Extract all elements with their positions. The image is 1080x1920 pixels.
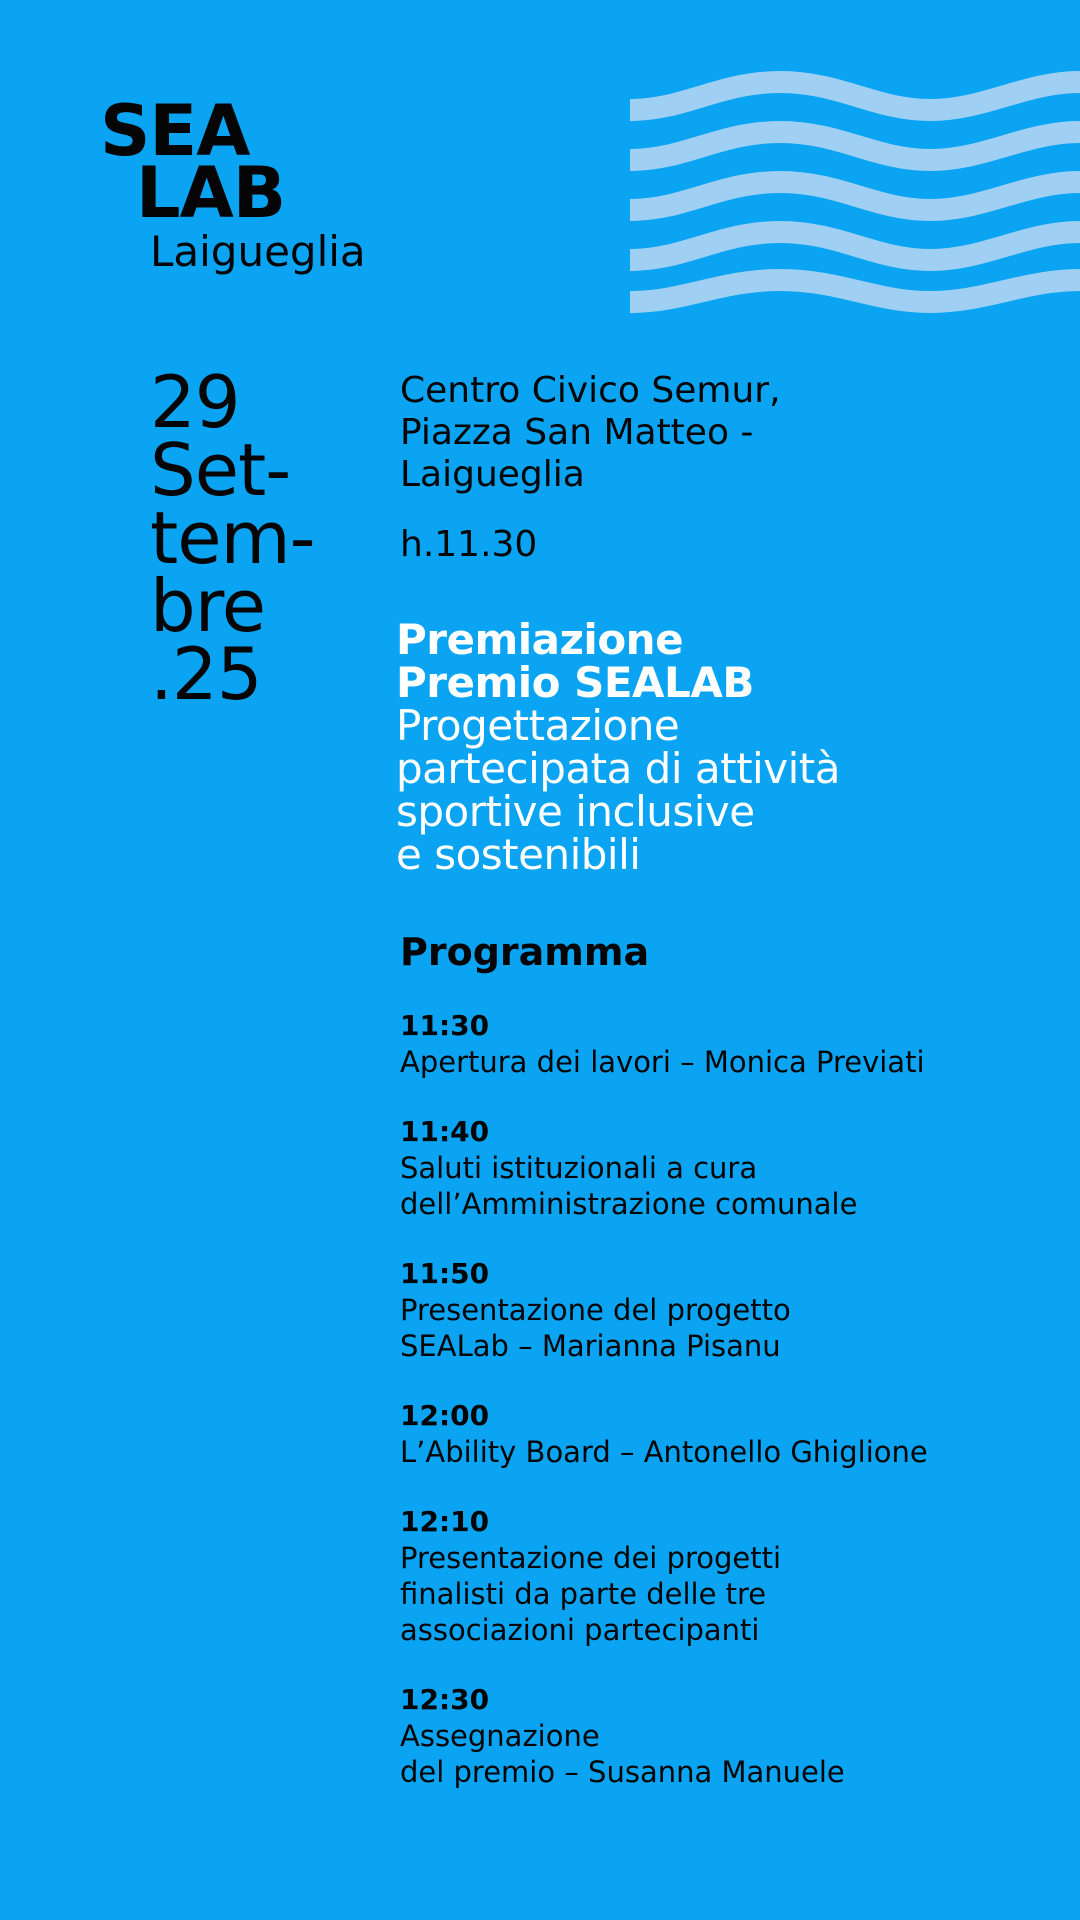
venue-line: Piazza San Matteo -	[400, 412, 754, 453]
program-item-line: Assegnazione	[400, 1719, 600, 1753]
program-item-time: 11:30	[400, 1009, 490, 1042]
program-item-line: Saluti istituzionali a cura	[400, 1151, 758, 1185]
program-item-desc	[400, 1434, 1040, 1470]
date-line: 29	[150, 360, 240, 444]
program-item-desc	[400, 1044, 1040, 1080]
program-item-desc	[400, 1540, 1040, 1648]
program-item	[400, 1256, 1040, 1364]
award-desc-line: e sostenibili	[396, 830, 641, 879]
program-item-desc	[400, 1150, 1040, 1222]
program-item-time: 12:00	[400, 1399, 490, 1432]
program-item-line: SEALab – Marianna Pisanu	[400, 1329, 781, 1363]
program-section	[400, 930, 1040, 1824]
venue-line: Centro Civico Semur,	[400, 370, 781, 411]
award-desc-line: partecipata di attività	[396, 744, 840, 793]
program-item	[400, 1682, 1040, 1790]
program-item-time: 11:40	[400, 1115, 490, 1148]
award-title-line: Premiazione	[396, 615, 684, 664]
program-item-line: L’Ability Board – Antonello Ghiglione	[400, 1435, 928, 1469]
award-desc-line: sportive inclusive	[396, 787, 755, 836]
venue-info	[400, 370, 1050, 566]
program-item-line: Presentazione dei progetti	[400, 1541, 782, 1575]
logo-line-sea: SEA	[100, 90, 250, 172]
program-item-time: 12:10	[400, 1505, 490, 1538]
venue-line: Laigueglia	[400, 454, 585, 495]
program-item	[400, 1398, 1040, 1470]
program-item	[400, 1008, 1040, 1080]
program-item-line: dell’Amministrazione comunale	[400, 1187, 858, 1221]
date-line: Set-	[150, 428, 291, 512]
date-line: tem-	[150, 496, 315, 580]
program-item	[400, 1114, 1040, 1222]
program-item-line: del premio – Susanna Manuele	[400, 1755, 845, 1789]
program-item-line: finalisti da parte delle tre	[400, 1577, 767, 1611]
date-line: .25	[150, 632, 262, 716]
program-item-line: associazioni partecipanti	[400, 1613, 760, 1647]
program-item-desc	[400, 1718, 1040, 1790]
program-item-desc	[400, 1292, 1040, 1364]
program-item	[400, 1504, 1040, 1648]
program-item-line: Apertura dei lavori – Monica Previati	[400, 1045, 925, 1079]
venue-address	[400, 370, 870, 496]
event-date	[150, 360, 390, 716]
award-block	[396, 615, 1036, 879]
logo-subtitle: Laigueglia	[150, 227, 366, 276]
event-hour: h.11.30	[400, 524, 538, 565]
waves-icon	[630, 70, 1080, 315]
program-title: Programma	[400, 930, 650, 974]
logo-line-lab: LAB	[136, 152, 286, 234]
award-title-line: Premio SEALAB	[396, 658, 754, 707]
date-line: bre	[150, 564, 266, 648]
program-item-time: 11:50	[400, 1257, 490, 1290]
award-desc-line: Progettazione	[396, 701, 680, 750]
program-item-time: 12:30	[400, 1683, 490, 1716]
sealab-logo	[100, 90, 366, 276]
program-item-line: Presentazione del progetto	[400, 1293, 791, 1327]
